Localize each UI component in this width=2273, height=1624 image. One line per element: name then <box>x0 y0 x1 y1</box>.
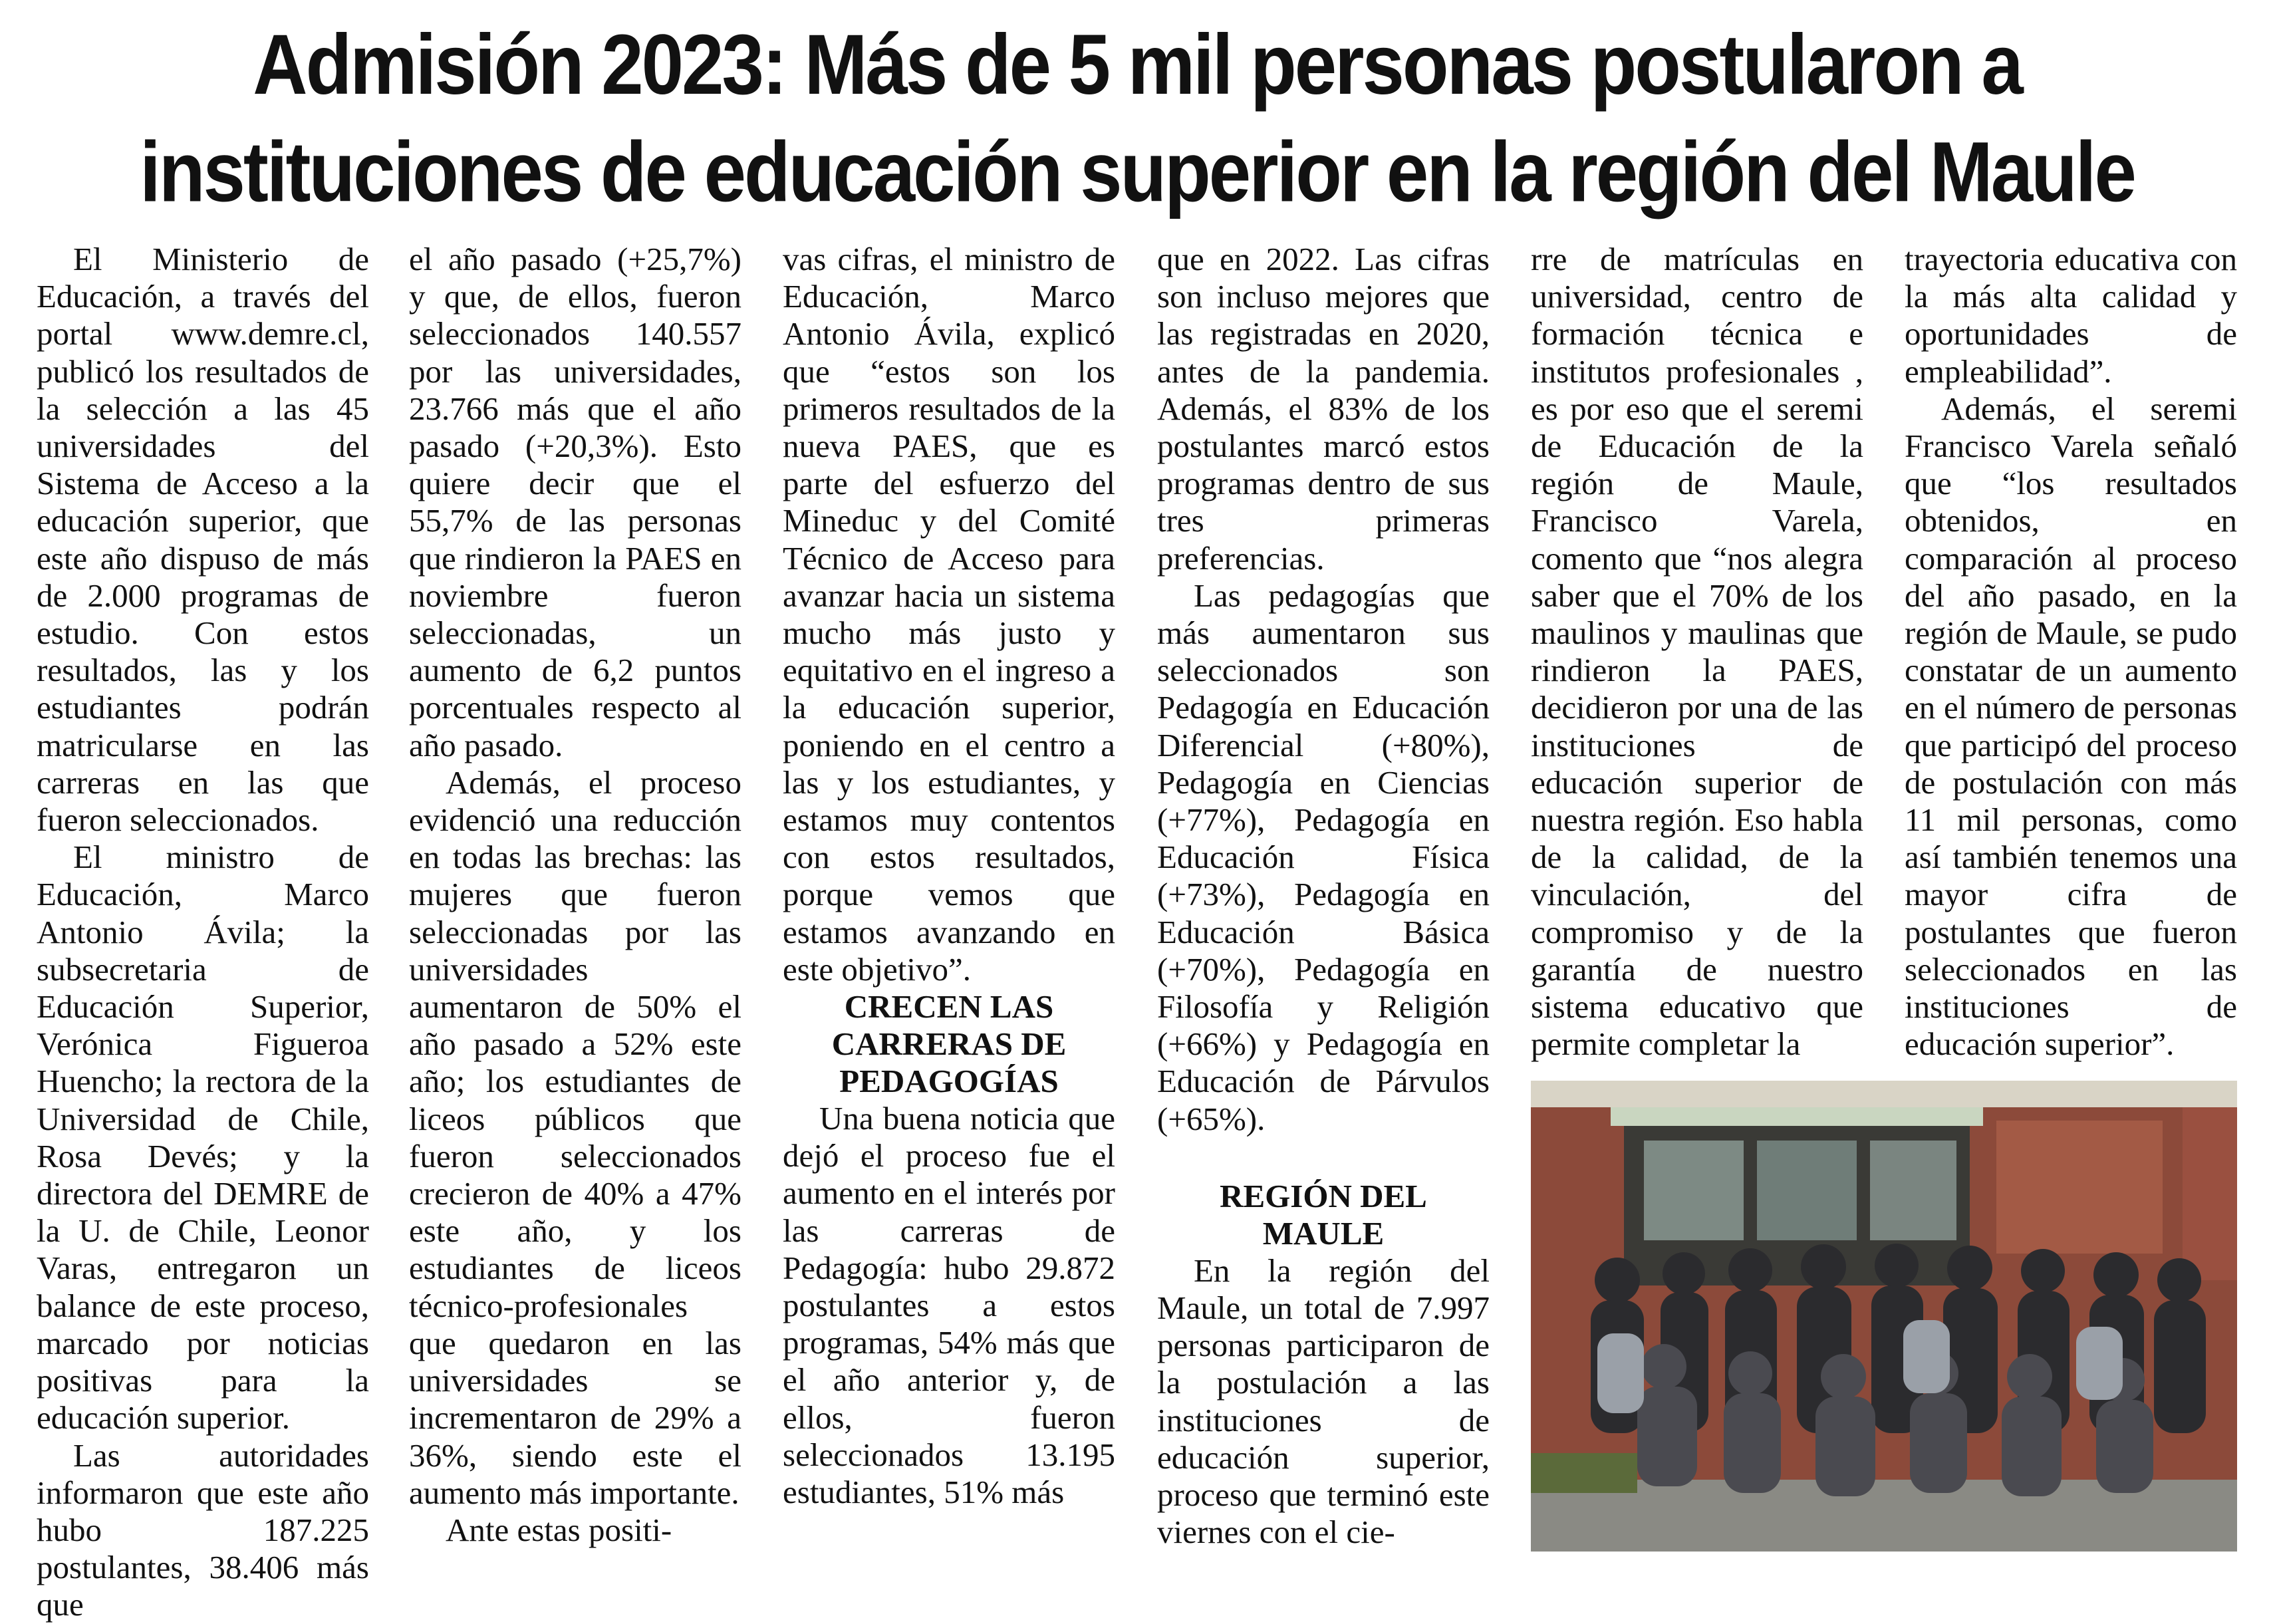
paragraph: Ante estas positi- <box>446 1511 672 1548</box>
article-column-4 <box>1157 241 1490 1551</box>
group-photo-students-icon <box>1531 1081 2237 1552</box>
paragraph: Una buena noticia que dejó el proceso fue el aumento en el interés por las carreras de Pedagogía: hubo 29.872 postulantes a estos programas, 54% más que el año anterior y, de ellos, fueron seleccionados 13.195 estudiantes, 51% más <box>783 1100 1115 1511</box>
headline-line-2: instituciones de educación superior en la región del Maule <box>140 125 2135 220</box>
paragraph: que en 2022. Las cifras son incluso mejores que las registradas en 2020, antes de la pandemia. Además, el 83% de los postulantes marcó estos programas dentro de sus tres primeras preferencias. <box>1157 241 1490 577</box>
paragraph: rre de matrículas en universidad, centro de formación técnica e institutos profesionales , es por eso que el seremi de Educación de la región de Maule, Francisco Varela, comento que “nos alegra saber que el 70% de los maulinos y maulinas que rindieron la PAES, decidieron por una de las instituciones de educación superior de nuestra región. Eso habla de la calidad, de la vinculación, del compromiso y de la garantía de nuestro sistema educativo que permite completar la <box>1531 241 1863 1063</box>
article-column-5 <box>1531 241 1863 1072</box>
paragraph: El Ministerio de Educación, a través del portal www.demre.cl, publicó los resultados de la selección a las 45 universidades del Sistema de Acceso a la educación superior, que este año dispuso de más de 2.000 programas de estudio. Con estos resultados, las y los estudiantes podrán matricularse en las carreras en las que fueron seleccionados. <box>37 241 369 839</box>
paragraph: El ministro de Educación, Marco Antonio Ávila; la subsecretaria de Educación Superior, Verónica Figueroa Huencho; la rectora de la Universidad de Chile, Rosa Devés; y la directora del DEMRE de la U. de Chile, Leonor Varas, entregaron un balance de este proceso, marcado por noticias positivas para la educación superior. <box>37 839 369 1436</box>
subheading-pedagogias: CRECEN LAS CARRERAS DE PEDAGOGÍAS <box>831 988 1067 1100</box>
article-column-6 <box>1905 241 2237 1072</box>
article-column-3 <box>783 241 1115 1544</box>
article-column-2 <box>409 241 741 1548</box>
article-column-1 <box>37 241 369 1623</box>
paragraph: En la región del Maule, un total de 7.997 personas participaron de la postulación a las instituciones de educación superior, proceso que terminó este viernes con el cie- <box>1157 1252 1490 1551</box>
group-photo <box>1531 1081 2237 1552</box>
paragraph: el año pasado (+25,7%) y que, de ellos, fueron seleccionados 140.557 por las universidades, 23.766 más que el año pasado (+20,3%). Esto quiere decir que el 55,7% de las personas que rindieron la PAES en noviembre fueron seleccionadas, un aumento de 6,2 puntos porcentuales respecto al año pasado. <box>409 241 741 763</box>
paragraph: Además, el seremi Francisco Varela señaló que “los resultados obtenidos, en comparación al proceso del año pasado, en la región de Maule, se pudo constatar de un aumento en el número de personas que participó del proceso de postulación con más 11 mil personas, como así también tenemos una mayor cifra de postulantes que fueron seleccionados en las instituciones de educación superior”. <box>1905 390 2237 1063</box>
headline <box>40 12 2234 227</box>
paragraph: vas cifras, el ministro de Educación, Marco Antonio Ávila, explicó que “estos son los primeros resultados de la nueva PAES, que es parte del esfuerzo del Mineduc y del Comité Técnico de Acceso para avanzar hacia un sistema mucho más justo y equitativo en el ingreso a la educación superior, poniendo en el centro a las y los estudiantes, y estamos muy contentos con estos resultados, porque vemos que estamos avanzando en este objetivo”. <box>783 241 1115 988</box>
paragraph: Las autoridades informaron que este año hubo 187.225 postulantes, 38.406 más que <box>37 1436 369 1623</box>
subheading-region-maule: REGIÓN DEL MAULE <box>1220 1177 1427 1252</box>
headline-line-1: Admisión 2023: Más de 5 mil personas postularon a <box>253 17 2022 113</box>
paragraph: trayectoria educativa con la más alta calidad y oportunidades de empleabilidad”. <box>1905 241 2237 390</box>
paragraph: Las pedagogías que más aumentaron sus seleccionados son Pedagogía en Educación Diferencial (+80%), Pedagogía en Ciencias (+77%), Pedagogía en Educación Física (+73%), Pedagogía en Educación Básica (+70%), Pedagogía en Filosofía y Religión (+66%) y Pedagogía en Educación de Párvulos (+65%). <box>1157 577 1490 1137</box>
paragraph: Además, el proceso evidenció una reducción en todas las brechas: las mujeres que fueron seleccionadas por las universidades aumentaron de 50% el año pasado a 52% este año; los estudiantes de liceos públicos que fueron seleccionados crecieron de 40% a 47% este año, y los estudiantes de liceos técnico-profesionales que quedaron en las universidades se incrementaron de 29% a 36%, siendo este el aumento más importante. <box>409 763 741 1511</box>
